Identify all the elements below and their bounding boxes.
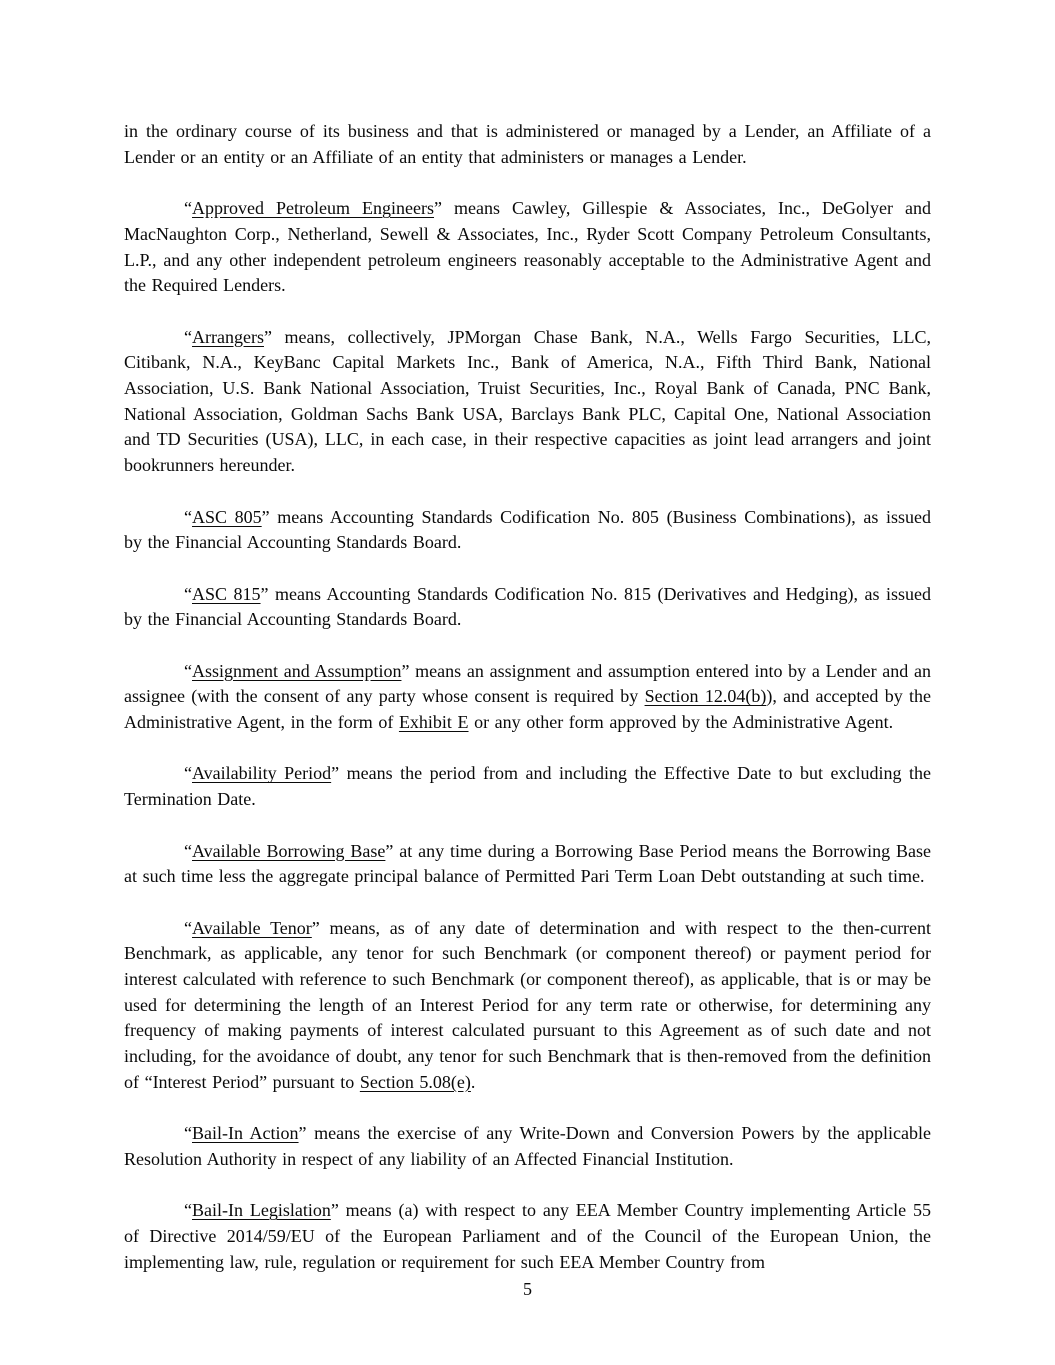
paragraph-text: “ bbox=[184, 1200, 192, 1221]
paragraph-text: “ bbox=[184, 198, 192, 219]
paragraph bbox=[124, 1198, 931, 1275]
paragraph-text: ” means Cawley, Gillespie & Associates, Inc., DeGolyer and MacNaughton Corp., Netherland, Sewell & Associates, Inc., Ryder Scott Company Petroleum Consultants, L.P., and any other independent petroleum engineers reasonably acceptable to the Administrative Agent and the Required Lenders. bbox=[124, 198, 931, 296]
defined-term: Section 5.08(e) bbox=[359, 1071, 471, 1092]
paragraph bbox=[124, 505, 931, 556]
paragraph-text: “ bbox=[184, 840, 192, 861]
defined-term: Bail-In Legislation bbox=[192, 1200, 331, 1221]
paragraph-text: . bbox=[470, 1071, 476, 1092]
paragraph-text: “ bbox=[184, 917, 192, 938]
paragraph-text: “ bbox=[184, 326, 192, 347]
paragraph-text: “ bbox=[184, 660, 192, 681]
paragraph bbox=[124, 1121, 931, 1172]
paragraph-text: ), and accepted by the Administrative Agent, in the form of bbox=[124, 686, 932, 733]
paragraph bbox=[124, 119, 931, 170]
paragraph bbox=[124, 659, 931, 736]
paragraph-text: ” means an assignment and assumption entered into by a Lender and an assignee (with the consent of any party whose consent is required by bbox=[124, 660, 932, 707]
defined-term: ASC 815 bbox=[192, 583, 261, 604]
paragraph-text: “ bbox=[184, 506, 192, 527]
defined-term: Available Tenor bbox=[192, 917, 312, 938]
paragraph-text: “ bbox=[184, 583, 192, 604]
defined-term: Section 12.04(b) bbox=[644, 686, 767, 707]
paragraph-text: “ bbox=[184, 763, 192, 784]
document-body bbox=[124, 119, 931, 1275]
paragraph-text: ” means Accounting Standards Codification No. 815 (Derivatives and Hedging), as issued by the Financial Accounting Standards Board. bbox=[124, 583, 931, 630]
defined-term: Availability Period bbox=[192, 763, 332, 784]
defined-term: Bail-In Action bbox=[192, 1123, 299, 1144]
paragraph-text: “ bbox=[184, 1123, 192, 1144]
defined-term: ASC 805 bbox=[192, 506, 262, 527]
paragraph bbox=[124, 761, 931, 812]
defined-term: Approved Petroleum Engineers bbox=[192, 198, 435, 219]
paragraph-text: ” means, as of any date of determination and with respect to the then-current Benchmark, as applicable, any tenor for such Benchmark (or component thereof) or payment period for interest calculated with reference to such Benchmark (or component thereof), as applicable, that is or may be used for determining the length of an Interest Period for any term rate or otherwise, for determining any frequency of making payments of interest calculated pursuant to this Agreement as of such date and not including, for the avoidance of doubt, any tenor for such Benchmark that is then-removed from the definition of “Interest Period” pursuant to bbox=[124, 917, 931, 1092]
paragraph bbox=[124, 839, 931, 890]
paragraph-text: in the ordinary course of its business and that is administered or managed by a Lender, an Affiliate of a Lender or an entity or an Affiliate of an entity that administers or manages a Lender. bbox=[124, 121, 931, 167]
page-number: 5 bbox=[523, 1279, 532, 1300]
defined-term: Assignment and Assumption bbox=[192, 660, 402, 681]
paragraph-text: or any other form approved by the Administrative Agent. bbox=[468, 712, 894, 733]
paragraph bbox=[124, 916, 931, 1096]
paragraph-text: ” means the exercise of any Write-Down and Conversion Powers by the applicable Resolution Authority in respect of any liability of an Affected Financial Institution. bbox=[124, 1123, 932, 1169]
defined-term: Arrangers bbox=[192, 326, 264, 347]
paragraph-text: ” at any time during a Borrowing Base Period means the Borrowing Base at such time less the aggregate principal balance of Permitted Pari Term Loan Debt outstanding at such time. bbox=[124, 840, 931, 887]
paragraph-text: ” means (a) with respect to any EEA Member Country implementing Article 55 of Directive 2014/59/EU of the European Parliament and of the Council of the European Union, the implementing law, rule, regulation or requirement for such EEA Member Country from bbox=[124, 1200, 931, 1272]
paragraph-text: ” means Accounting Standards Codification No. 805 (Business Combinations), as issued by the Financial Accounting Standards Board. bbox=[124, 506, 931, 553]
paragraph-text: ” means, collectively, JPMorgan Chase Bank, N.A., Wells Fargo Securities, LLC, Citibank, N.A., KeyBanc Capital Markets Inc., Bank of America, N.A., Fifth Third Bank, National Association, U.S. Bank National Association, Truist Securities, Inc., Royal Bank of Canada, PNC Bank, National Association, Goldman Sachs Bank USA, Barclays Bank PLC, Capital One, National Association and TD Securities (USA), LLC, in each case, in their respective capacities as joint lead arrangers and joint bookrunners hereunder. bbox=[124, 326, 931, 476]
paragraph bbox=[124, 196, 931, 299]
defined-term: Available Borrowing Base bbox=[192, 840, 386, 861]
paragraph bbox=[124, 582, 931, 633]
defined-term: Exhibit E bbox=[398, 712, 469, 733]
paragraph-text: ” means the period from and including the Effective Date to but excluding the Termination Date. bbox=[124, 763, 931, 810]
paragraph bbox=[124, 325, 931, 479]
